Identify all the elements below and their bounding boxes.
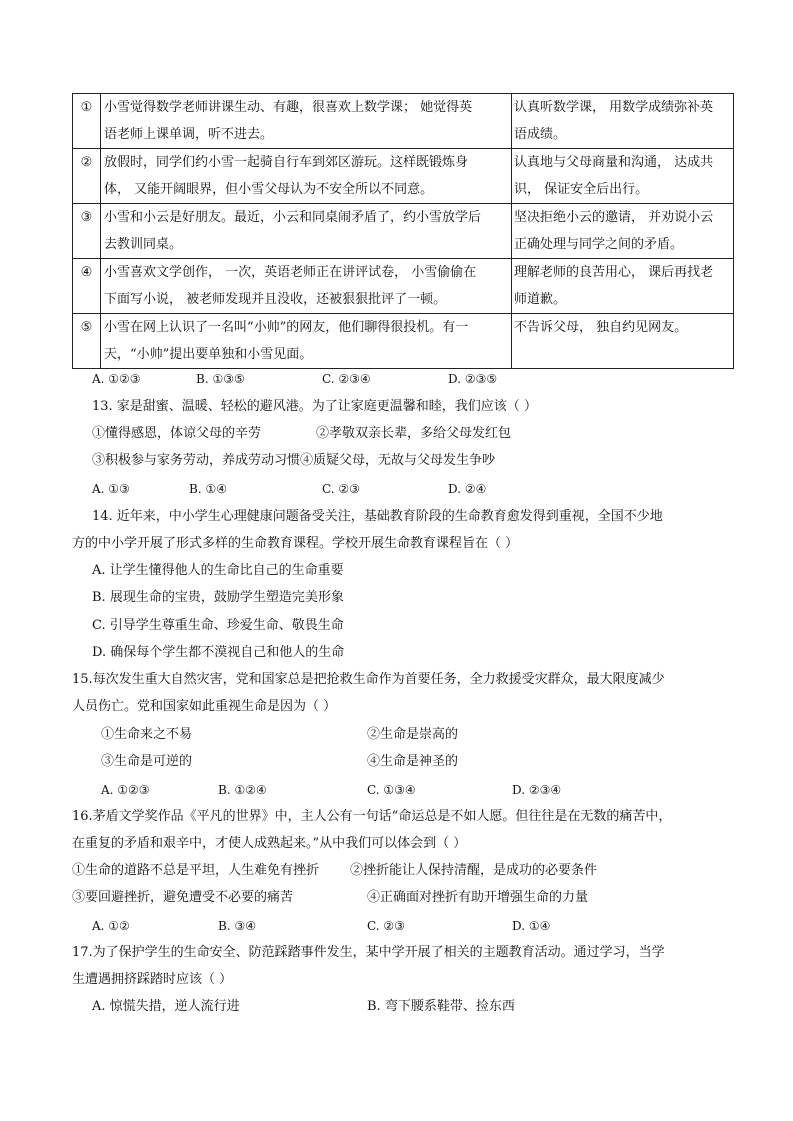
- q16-item: ②挫折能让人保持清醒，是成功的必要条件: [350, 863, 598, 878]
- row-number: ④: [73, 259, 101, 314]
- q13-item: ①懂得感恩，体谅父母的辛劳: [92, 426, 262, 441]
- scenario-line: 下面写小说， 被老师发现并且没收，还被狠狠批评了一顿。: [104, 292, 447, 307]
- q17-stem: 生遭遇拥挤踩踏时应该（ ）: [72, 972, 233, 987]
- q16-item: ①生命的道路不总是平坦，人生难免有挫折: [72, 863, 320, 878]
- table-row: [73, 314, 734, 369]
- row-number: ①: [73, 94, 101, 149]
- action-line: 师道歉。: [514, 292, 567, 307]
- row-number: ⑤: [73, 314, 101, 369]
- scenario-cell: [101, 204, 512, 259]
- q16-item: ③要回避挫折，避免遭受不必要的痛苦: [72, 890, 294, 905]
- action-line: 理解老师的良苦用心， 课后再找老: [514, 265, 714, 280]
- scenario-table: [72, 93, 734, 369]
- q14-option-d: D. 确保每个学生都不漠视自己和他人的生命: [92, 645, 345, 660]
- q16-item: ④正确面对挫折有助开增强生命的力量: [367, 890, 589, 905]
- q14-option-a: A. 让学生懂得他人的生命比自己的生命重要: [92, 563, 344, 578]
- action-line: 认真听数学课， 用数学成绩弥补英: [514, 100, 714, 115]
- action-line: 正确处理与同学之间的矛盾。: [514, 237, 684, 252]
- q17-option-b: B. 弯下腰系鞋带、捡东西: [367, 999, 515, 1014]
- table-row: [73, 204, 734, 259]
- action-line: [514, 341, 733, 368]
- q16-stem: 在重复的矛盾和艰辛中，才使人成熟起来。”从中我们可以体会到（ ）: [72, 836, 467, 851]
- row-number: ②: [73, 149, 101, 204]
- action-line: 认真地与父母商量和沟通， 达成共: [514, 155, 714, 170]
- q15-option-b: B. ①②④: [218, 783, 267, 797]
- row-number: ③: [73, 204, 101, 259]
- scenario-line: 语老师上课单调，听不进去。: [104, 127, 274, 142]
- table-row: [73, 94, 734, 149]
- scenario-line: 小雪喜欢文学创作， 一次，英语老师正在讲评试卷， 小雪偷偷在: [104, 265, 477, 280]
- q13-item: ②孝敬双亲长辈，多给父母发红包: [316, 426, 512, 441]
- scenario-line: 小雪觉得数学老师讲课生动、有趣，很喜欢上数学课； 她觉得英: [104, 100, 473, 115]
- q16-stem: 16.茅盾文学奖作品《平凡的世界》中，主人公有一句话“命运总是不如人愿。但往往是在无数的痛苦中，: [72, 809, 672, 824]
- q15-item: ③生命是可逆的: [101, 754, 193, 769]
- scenario-line: 去教训同桌。: [104, 237, 183, 252]
- action-cell: [512, 259, 734, 314]
- scenario-line: 小雪和小云是好朋友。最近，小云和同桌闹矛盾了，约小雪放学后: [104, 210, 482, 225]
- q16-option-d: D. ①④: [512, 919, 551, 933]
- scenario-cell: [101, 94, 512, 149]
- q15-option-a: A. ①②③: [101, 783, 150, 797]
- q16-option-c: C. ②③: [367, 919, 405, 933]
- q15-item: ②生命是崇高的: [367, 727, 459, 742]
- q15-item: ④生命是神圣的: [367, 754, 459, 769]
- scenario-cell: [101, 259, 512, 314]
- action-cell: [512, 94, 734, 149]
- scenario-cell: [101, 149, 512, 204]
- action-line: 语成绩。: [514, 127, 567, 142]
- q16-option-a: A. ①②: [92, 919, 130, 933]
- q13-stem: 13. 家是甜蜜、温暖、轻松的避风港。为了让家庭更温馨和睦，我们应该（ ）: [92, 399, 537, 414]
- scenario-line: 小雪在网上认识了一名叫“小帅”的网友，他们聊得很投机。有一: [104, 320, 469, 335]
- q17-stem: 17.为了保护学生的生命安全、防范踩踏事件发生，某中学开展了相关的主题教育活动。通过学习，当学: [72, 945, 665, 960]
- q13-option-b: B. ①④: [189, 482, 227, 496]
- q14-stem: 方的中小学开展了形式多样的生命教育课程。学校开展生命教育课程旨在（ ）: [72, 536, 519, 551]
- q13-item: ③积极参与家务劳动，养成劳动习惯④质疑父母，无故与父母发生争吵: [92, 453, 496, 468]
- action-cell: [512, 314, 734, 369]
- q15-item: ①生命来之不易: [101, 727, 193, 742]
- q12-option-d: D. ②③⑤: [448, 372, 498, 386]
- action-cell: [512, 204, 734, 259]
- q14-stem: 14. 近年来，中小学生心理健康问题备受关注，基础教育阶段的生命教育愈发得到重视，全国不少地: [92, 509, 663, 524]
- q17-option-a: A. 惊慌失措，逆人流行进: [92, 999, 240, 1014]
- scenario-cell: [101, 314, 512, 369]
- q13-option-d: D. ②④: [448, 482, 487, 496]
- scenario-line: 天，“小帅”提出要单独和小雪见面。: [104, 347, 313, 362]
- q12-option-b: B. ①③⑤: [196, 372, 245, 386]
- action-line: 坚决拒绝小云的邀请， 并劝说小云: [514, 210, 714, 225]
- q13-option-a: A. ①③: [92, 482, 130, 496]
- q14-option-c: C. 引导学生尊重生命、珍爱生命、敬畏生命: [92, 618, 344, 633]
- q14-option-b: B. 展现生命的宝贵，鼓励学生塑造完美形象: [92, 590, 344, 605]
- scenario-line: 体， 又能开阔眼界，但小雪父母认为不安全所以不同意。: [104, 182, 434, 197]
- q12-option-c: C. ②③④: [322, 372, 371, 386]
- q15-option-d: D. ②③④: [512, 783, 562, 797]
- q15-stem: 15.每次发生重大自然灾害，党和国家总是把抢救生命作为首要任务，全力救援受灾群众，最大限度减少: [72, 672, 665, 687]
- action-line: 识， 保证安全后出行。: [514, 182, 649, 197]
- table-row: [73, 259, 734, 314]
- q15-option-c: C. ①③④: [367, 783, 416, 797]
- table-row: [73, 149, 734, 204]
- scenario-line: 放假时，同学们约小雪一起骑自行车到郊区游玩。这样既锻炼身: [104, 155, 469, 170]
- q15-stem: 人员伤亡。党和国家如此重视生命是因为（ ）: [72, 699, 337, 714]
- action-line: 不告诉父母， 独自约见网友。: [514, 320, 688, 335]
- action-cell: [512, 149, 734, 204]
- q12-option-a: A. ①②③: [92, 372, 141, 386]
- q16-option-b: B. ③④: [218, 919, 256, 933]
- q13-option-c: C. ②③: [322, 482, 360, 496]
